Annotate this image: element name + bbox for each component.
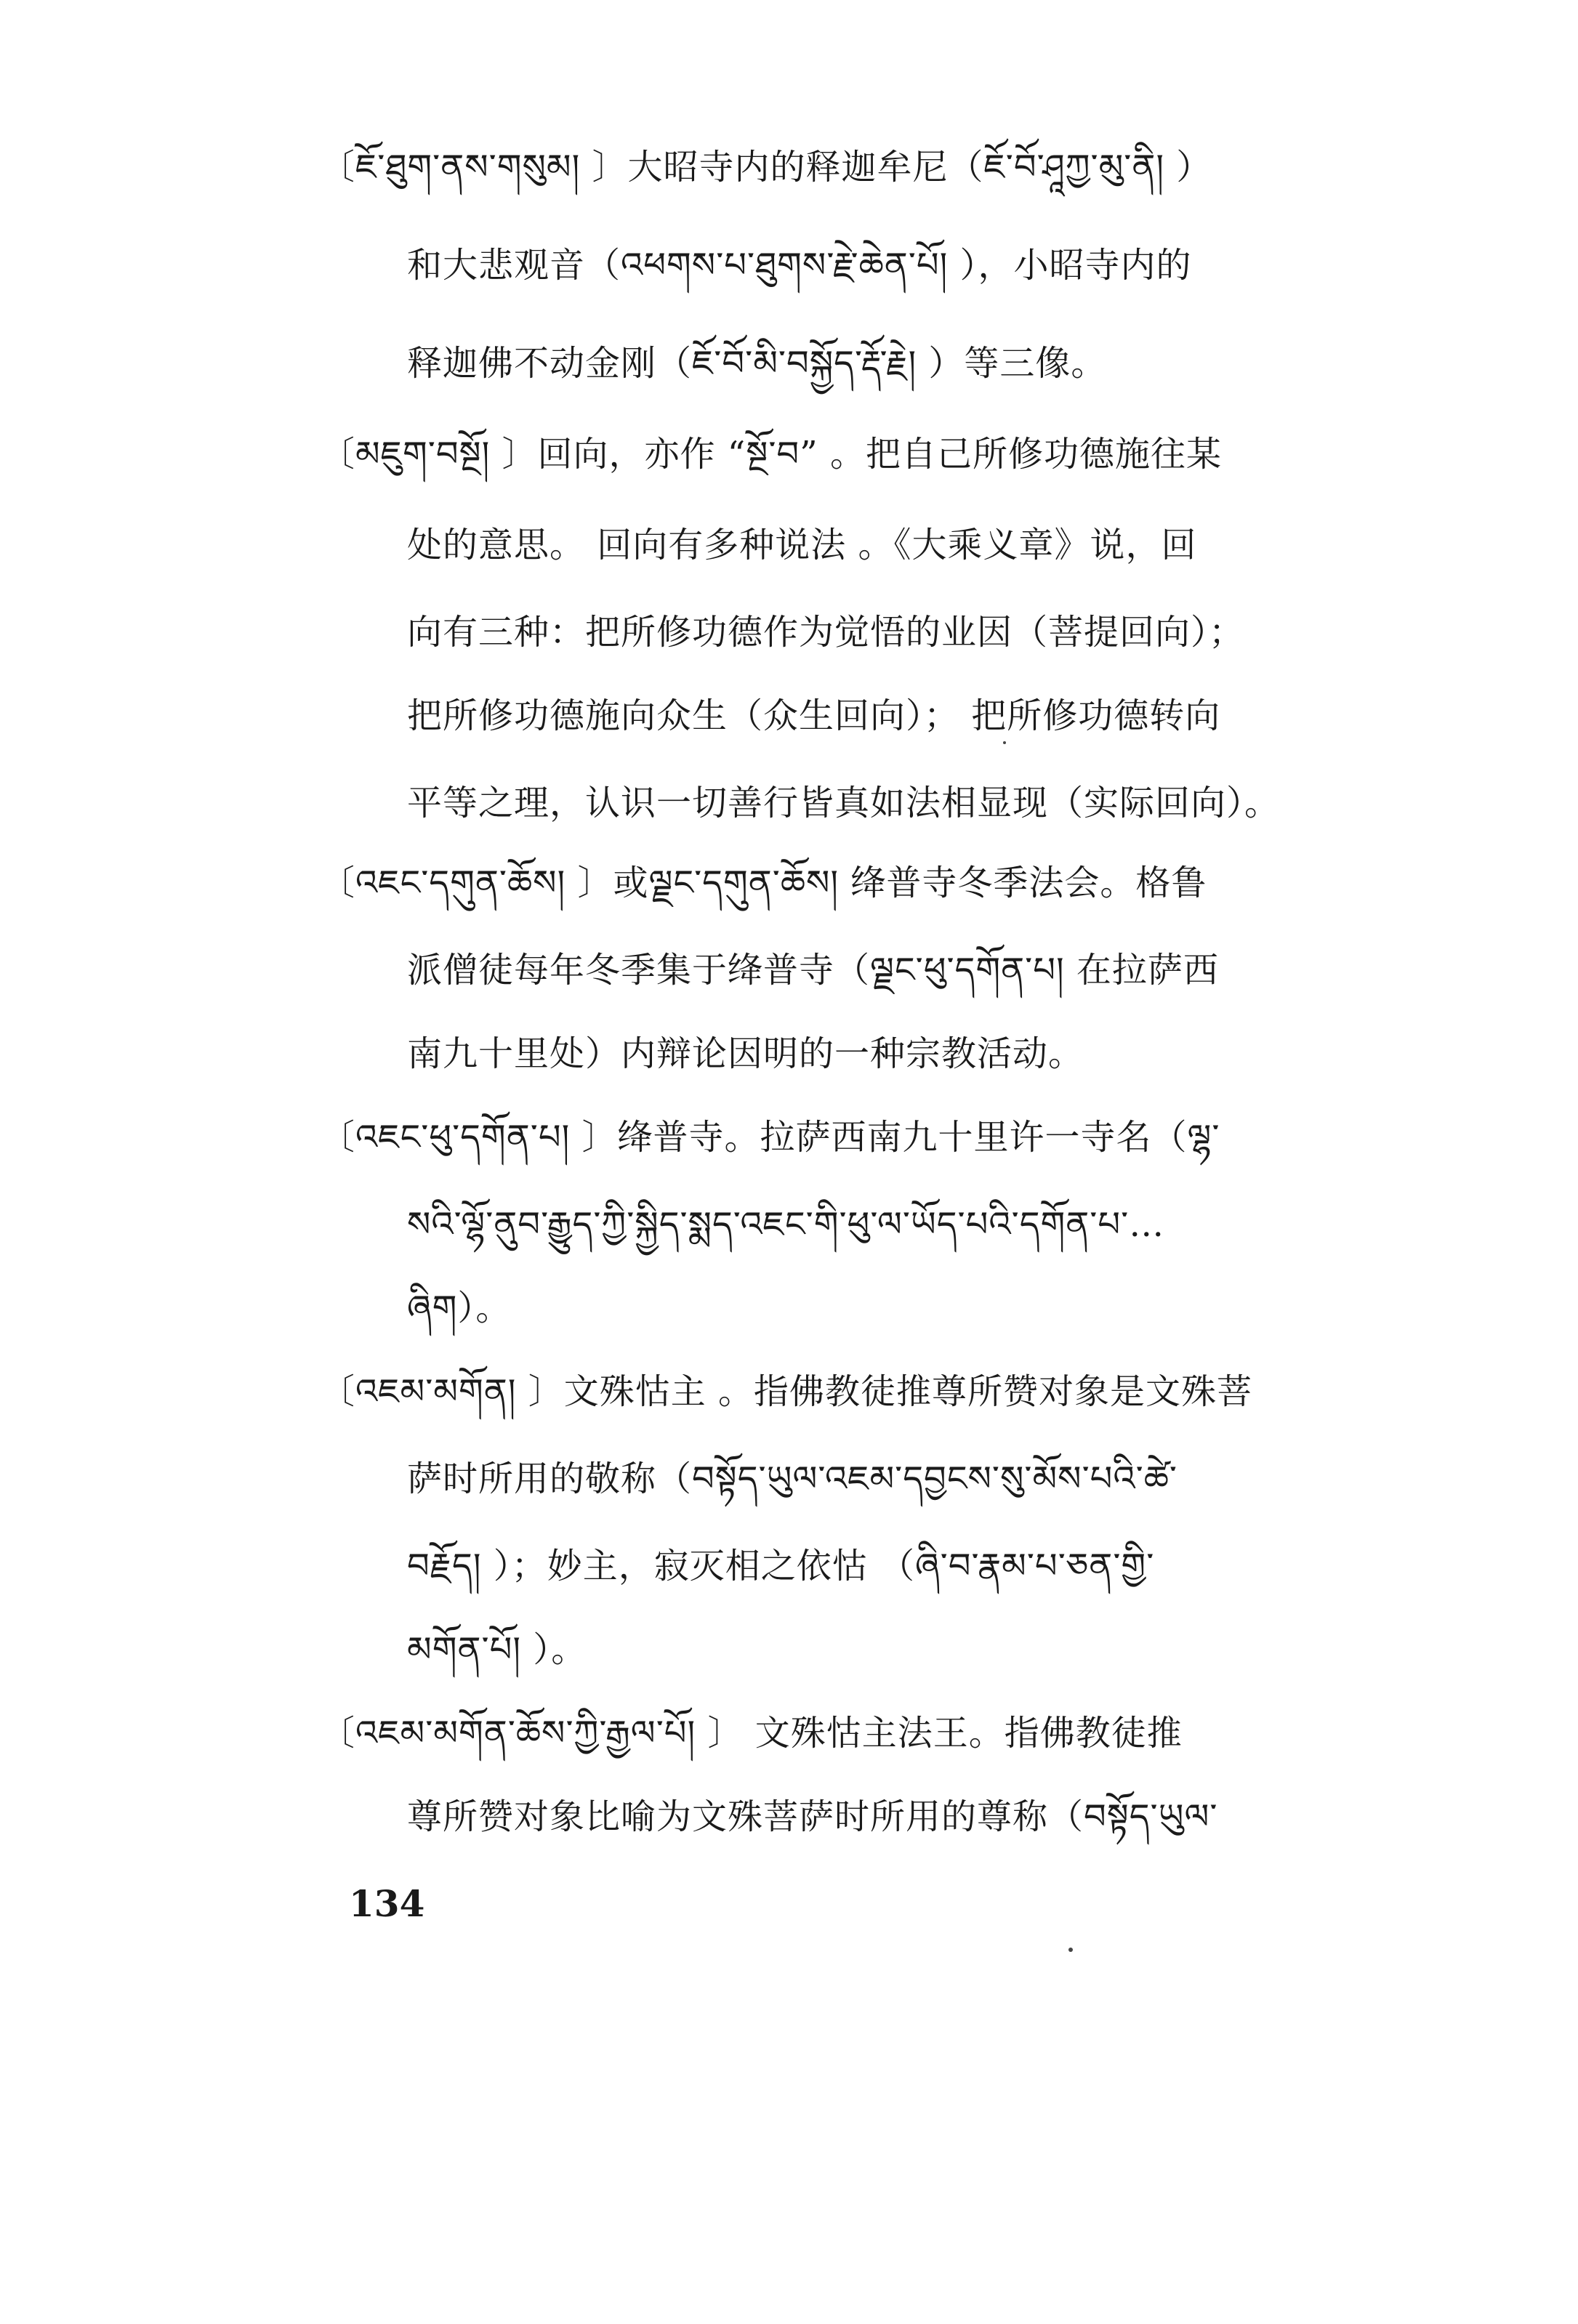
entry-line: 把所修功德施向众生（众生回向）； 把所修功德转向 [407, 695, 1221, 736]
entry-line: མགོན་པོ། ）。 [407, 1629, 587, 1670]
entry-line: 南九十里处）内辩论因明的一种宗教活动。 [407, 1033, 1084, 1074]
entry-line: 〔ཇོ་ཐུག་ནས་གསུམ། 〕大昭寺内的释迦牟尼（ཇོ་བོ་ཤཱཀྱ་མུ་ནི། ） [320, 147, 1212, 187]
entry-line: 释迦佛不动金刚（ཇོ་བོ་མི་བསྐྱོད་རྡོ་རྗེ། ）等三像。 [407, 343, 1107, 384]
entry-line: 萨时所用的敬称（བསྟོད་ཡུལ་འཇམ་དབྱངས་སུ་མོས་པའི་ཚེ་ [407, 1458, 1178, 1499]
entry-line: ཞིག）。 [407, 1288, 512, 1328]
entry-line: 派僧徒每年冬季集于绛普寺（ལྗང་ཕུ་དགོན་པ། 在拉萨西 [407, 950, 1219, 990]
entry-line: 处的意思。 回向有多种说法 。《大乘义章》说，回 [407, 525, 1197, 565]
entry-line: བརྗོད། ）；妙主，寂灭相之依怙 （ཞི་བ་རྣམ་པ་ཅན་གྱི་ [407, 1546, 1155, 1586]
entry-line: 尊所赞对象比喻为文殊菩萨时所用的尊称（བསྟོད་ཡུལ་ [407, 1796, 1218, 1837]
entry-line: སའི་ལྷོ་ནུབ་རྒྱུད་ཀྱི་སྐྱིད་སྨད་འཇང་གི་ཕུ་ལ་ཡོད་པའི་དགོན་པ་… [407, 1204, 1165, 1245]
entry-line: 向有三种：把所修功德作为觉悟的业因（菩提回向）； [407, 612, 1245, 653]
entry-line: 〔འཇམ་མགོན། 〕文殊怙主 。指佛教徒推尊所赞对象是文殊菩 [320, 1371, 1252, 1412]
entry-line: 〔འཇང་དགུན་ཆོས། 〕或ལྗང་དགུན་ཆོས། 绛普寺冬季法会。格鲁 [320, 863, 1207, 903]
scan-speck [1068, 1948, 1073, 1952]
page-number: 134 [349, 1882, 425, 1925]
entry-line: 〔འཇང་ཕུ་དགོན་པ། 〕绛普寺。拉萨西南九十里许一寺名（ལྷ་ [320, 1117, 1220, 1158]
entry-line: 平等之理，认识一切善行皆真如法相显现（实际回向）。 [407, 783, 1281, 823]
entry-line: 和大悲观音（འཕགས་པ་ཐུགས་རྗེ་ཆེན་པོ། ），小昭寺内的 [407, 245, 1192, 286]
entry-line: 〔མཇུག་བསྔོ། 〕回向，亦作 “སྔོ་བ” 。把自己所修功德施往某 [320, 434, 1222, 475]
entry-line: 〔འཇམ་མགོན་ཆོས་ཀྱི་རྒྱལ་པོ། 〕 文殊怙主法王。指佛教徒推 [320, 1713, 1183, 1754]
scan-speck [1003, 741, 1006, 744]
